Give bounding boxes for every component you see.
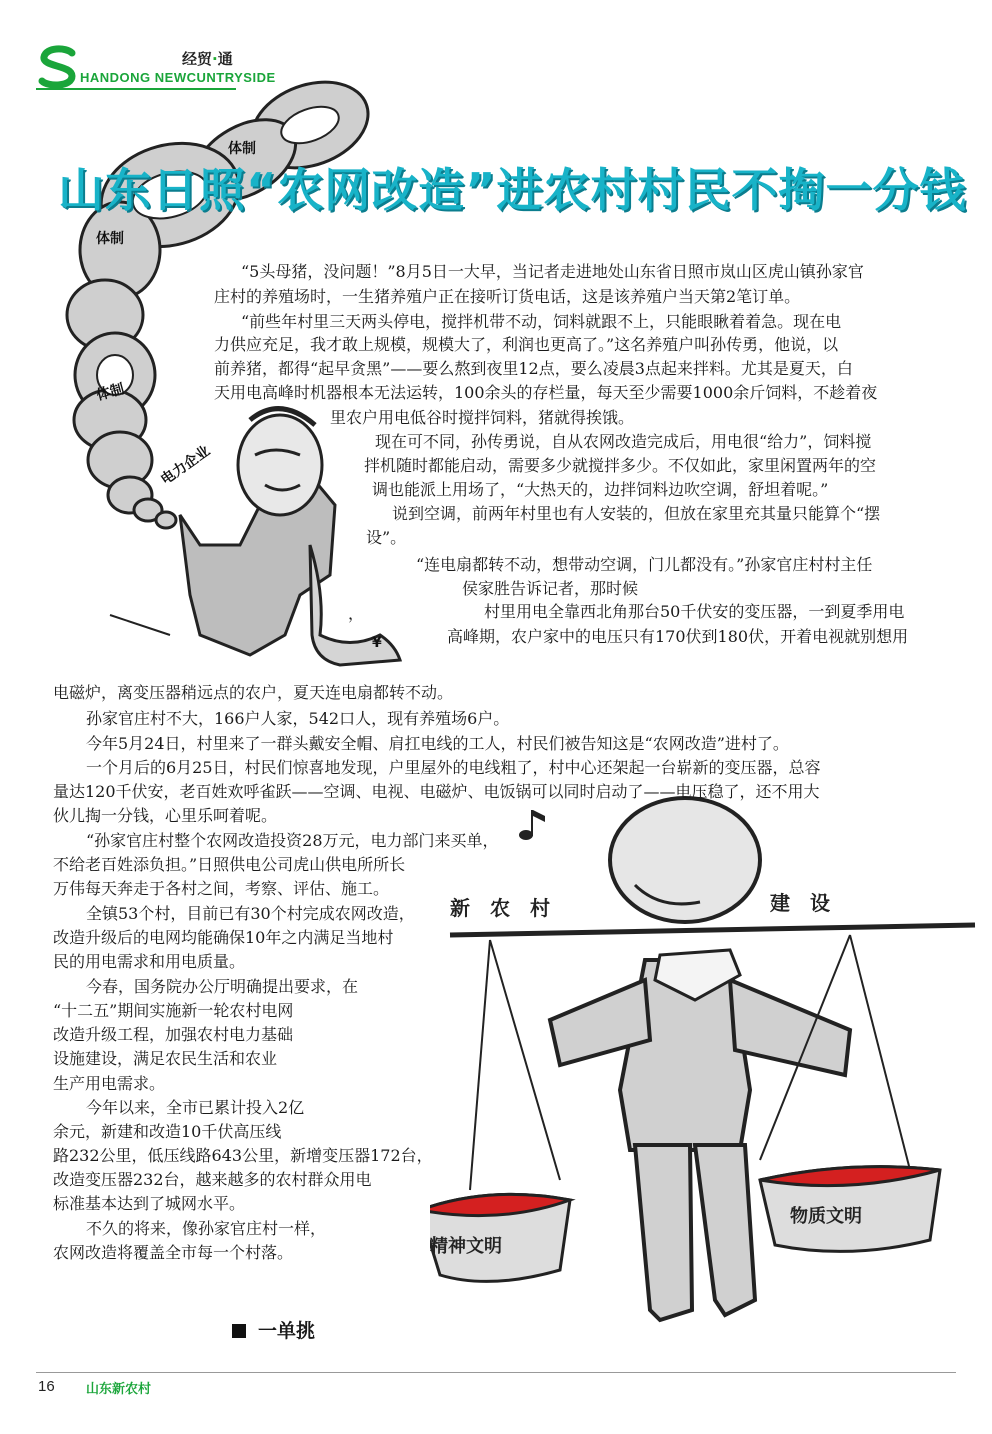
article-line: 村里用电全靠西北角那台50千伏安的变压器，一到夏季用电 bbox=[484, 602, 905, 621]
pole-label-left: 新 农 村 bbox=[450, 896, 550, 920]
pole-label-right: 建 设 bbox=[770, 891, 830, 915]
article-line: 路232公里，低压线路643公里，新增变压器172台， bbox=[53, 1146, 433, 1165]
article-line: 农网改造将覆盖全市每一个村落。 bbox=[53, 1243, 294, 1262]
article-line: 说到空调，前两年村里也有人安装的，但放在家里充其量只能算个“摆 bbox=[392, 504, 881, 523]
article-line: 孙家官庄村不大，166户人家，542口人，现有养殖场6户。 bbox=[86, 709, 510, 728]
article-line: 电磁炉，离变压器稍远点的农户，夏天连电扇都转不动。 bbox=[53, 683, 454, 702]
basket-right-label: 物质文明 bbox=[790, 1206, 862, 1227]
article-line: “孙家官庄村整个农网改造投资28万元，电力部门来买单， bbox=[86, 831, 499, 850]
article-title: 山东日照“农网改造”进农村村民不掏一分钱 bbox=[58, 163, 967, 217]
article-line: 量达120千伏安，老百姓欢呼雀跃——空调、电视、电磁炉、电饭锅可以同时启动了——电压稳了，还不用大 bbox=[53, 782, 820, 801]
article-line: ， bbox=[348, 604, 365, 623]
article-line: “连电扇都转不动，想带动空调，门儿都没有。”孙家官庄村村主任 bbox=[416, 555, 873, 574]
article-line: 高峰期，农户家中的电压只有170伏到180伏，开着电视就别想用 bbox=[447, 627, 909, 646]
article-line: 里农户用电低谷时搅拌饲料，猪就得挨饿。 bbox=[330, 408, 635, 427]
article-line: “前些年村里三天两头停电，搅拌机带不动，饲料就跟不上，只能眼瞅着着急。现在电 bbox=[241, 312, 842, 331]
article-line: 余元，新建和改造10千伏高压线 bbox=[53, 1122, 282, 1141]
article-line: 设”。 bbox=[366, 528, 407, 547]
article-line: 今年以来，全市已累计投入2亿 bbox=[86, 1098, 305, 1117]
article-line: 力供应充足，我才敢上规模，规模大了，利润也更高了。”这名养殖户叫孙传勇，他说，以 bbox=[214, 335, 839, 354]
article-line: 一个月后的6月25日，村民们惊喜地发现，户里屋外的电线粗了，村中心还架起一台崭新的变压器，总容 bbox=[86, 758, 821, 777]
article-line: 不给老百姓添负担。”日照供电公司虎山供电所所长 bbox=[53, 855, 406, 874]
article-line: 标准基本达到了城网水平。 bbox=[53, 1194, 246, 1213]
article-line: “十二五”期间实施新一轮农村电网 bbox=[53, 1001, 294, 1020]
article-line: 现在可不同，孙传勇说，自从农网改造完成后，用电很“给力”，饲料搅 bbox=[375, 432, 872, 451]
article-line: 改造升级工程，加强农村电力基础 bbox=[53, 1025, 294, 1044]
byline bbox=[232, 1316, 315, 1343]
article-line: 万伟每天奔走于各村之间，考察、评估、施工。 bbox=[53, 879, 390, 898]
chain-label-1: 体制 bbox=[228, 141, 256, 157]
footer-divider bbox=[36, 1372, 956, 1373]
brand-title: 经贸·通 bbox=[182, 50, 233, 68]
article-line: 生产用电需求。 bbox=[53, 1074, 166, 1093]
article-line: 天用电高峰时机器根本无法运转，100余头的存栏量，每天至少需要1000余斤饲料，不趁着夜 bbox=[214, 383, 878, 402]
chain-label-2: 体制 bbox=[96, 231, 124, 247]
article-line: 侯家胜告诉记者，那时候 bbox=[462, 579, 639, 598]
article-line: 全镇53个村，目前已有30个村完成农网改造， bbox=[86, 904, 415, 923]
article-line: 不久的将来，像孙家官庄村一样， bbox=[86, 1219, 327, 1238]
article-line: 设施建设，满足农民生活和农业 bbox=[53, 1049, 278, 1068]
article-line: “5头母猪，没问题！”8月5日一大早，当记者走进地处山东省日照市岚山区虎山镇孙家官 bbox=[241, 262, 864, 281]
article-line: 改造变压器232台，越来越多的农村群众用电 bbox=[53, 1170, 372, 1189]
farmer-cartoon bbox=[430, 790, 985, 1360]
chain-label-3: 体制 bbox=[94, 381, 127, 404]
money-sign: ¥ bbox=[372, 635, 382, 651]
article-line: 伙儿掏一分钱，心里乐呵着呢。 bbox=[53, 806, 278, 825]
byline-author: 一单挑 bbox=[258, 1320, 316, 1342]
square-bullet-icon bbox=[232, 1324, 246, 1338]
brand-subtitle: HANDONG NEWCUNTRYSIDE bbox=[80, 70, 276, 85]
article-line: 庄村的养殖场时，一生猪养殖户正在接听订货电话，这是该养殖户当天第2笔订单。 bbox=[214, 287, 801, 306]
article-line: 民的用电需求和用电质量。 bbox=[53, 952, 246, 971]
page-number: 16 bbox=[38, 1378, 55, 1395]
article-line: 今年5月24日，村里来了一群头戴安全帽、肩扛电线的工人，村民们被告知这是“农网改造”进村了。 bbox=[86, 734, 789, 753]
basket-left-label: 精神文明 bbox=[430, 1236, 502, 1257]
article-line: 今春，国务院办公厅明确提出要求，在 bbox=[86, 977, 359, 996]
magazine-name: 山东新农村 bbox=[86, 1382, 152, 1397]
chain-label-4: 电力企业 bbox=[158, 443, 214, 489]
article-line: 调也能派上用场了，“大热天的，边拌饲料边吹空调，舒坦着呢。” bbox=[372, 480, 829, 499]
article-line: 拌机随时都能启动，需要多少就搅拌多少。不仅如此，家里闲置两年的空 bbox=[364, 456, 877, 475]
article-line: 改造升级后的电网均能确保10年之内满足当地村 bbox=[53, 928, 394, 947]
article-line: 前养猪，都得“起早贪黑”——要么熬到夜里12点，要么凌晨3点起来拌料。尤其是夏天，白 bbox=[214, 359, 853, 378]
